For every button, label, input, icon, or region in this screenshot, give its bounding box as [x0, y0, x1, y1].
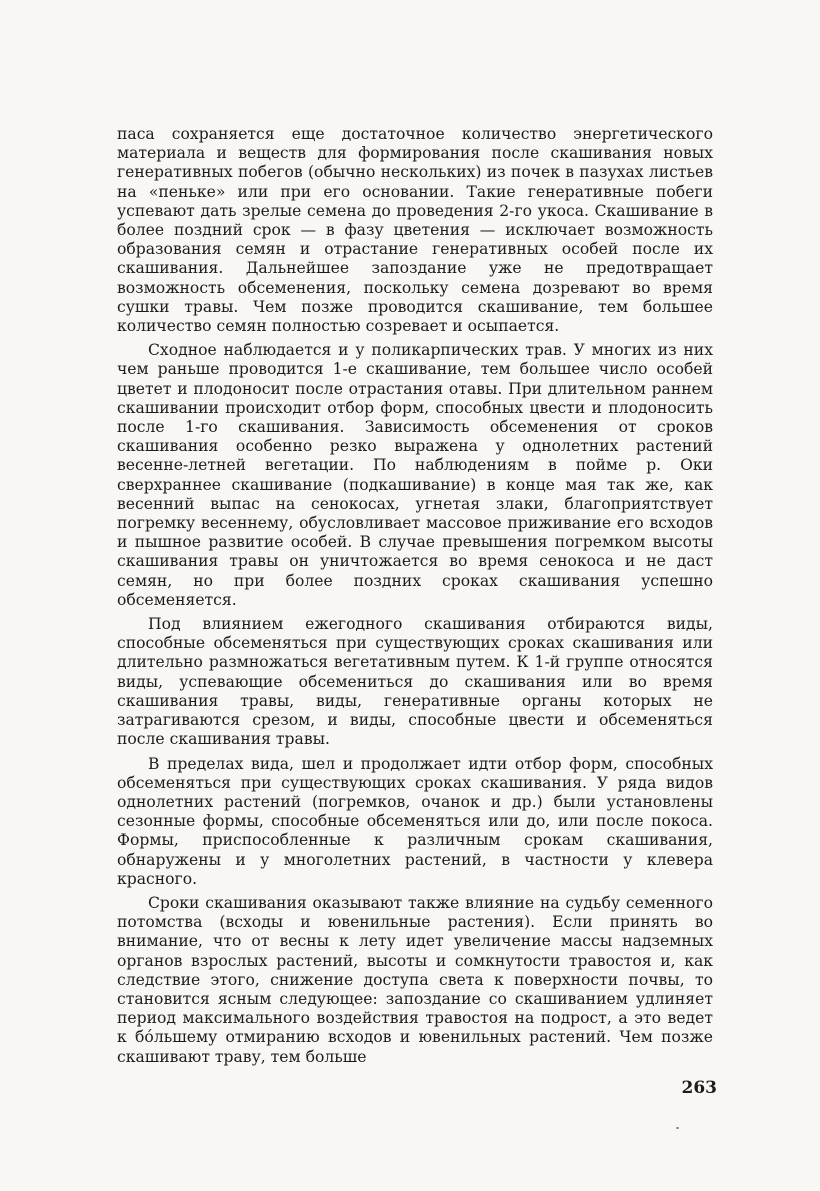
- body-text: [117, 125, 713, 1067]
- paragraph-2: Сходное наблюдается и у поликарпических трав. У многих из них чем раньше проводится 1-е скашивание, тем большее число особей цветет и плодоносит после отрастания отавы. При длительном раннем скашивании происходит отбор форм, способных цвести и плодоносить после 1-го скашивания. Зависимость обсеменения от сроков скашивания особенно резко выражена у однолетних растений весенне-летней вегетации. По наблюдениям в пойме р. Оки сверхраннее скашивание (подкашивание) в конце мая так же, как весенний выпас на сенокосах, угнетая злаки, благоприятствует погремку весеннему, обусловливает массовое приживание его всходов и пышное развитие особей. В случае превышения погремком высоты скашивания травы он уничтожается во время сенокоса и не даст семян, но при более поздних сроках скашивания успешно обсеменяется.: [117, 341, 713, 609]
- paragraph-1: паса сохраняется еще достаточное количество энергетического материала и веществ для формирования после скашивания новых генеративных побегов (обычно нескольких) из почек в пазухах листьев на «пеньке» или при его основании. Такие генеративные побеги успевают дать зрелые семена до проведения 2-го укоса. Скашивание в более поздний срок — в фазу цветения — исключает возможность образования семян и отрастание генеративных особей после их скашивания. Дальнейшее запоздание уже не предотвращает возможность обсеменения, поскольку семена дозревают во время сушки травы. Чем позже проводится скашивание, тем большее количество семян полностью созревает и осыпается.: [117, 125, 713, 336]
- paragraph-4: В пределах вида, шел и продолжает идти отбор форм, способных обсеменяться при существующих сроках скашивания. У ряда видов однолетних растений (погремков, очанок и др.) были установлены сезонные формы, способные обсеменяться или до, или после покоса. Формы, приспособленные к различным срокам скашивания, обнаружены и у многолетних растений, в частности у клевера красного.: [117, 754, 713, 888]
- paragraph-3: Под влиянием ежегодного скашивания отбираются виды, способные обсеменяться при существующих сроках скашивания или длительно размножаться вегетативным путем. К 1-й группе относятся виды, успевающие обсемениться до скашивания или во время скашивания травы, виды, генеративные органы которых не затрагиваются срезом, и виды, способные цвести и обсеменяться после скашивания травы.: [117, 615, 713, 749]
- scan-speck: [676, 1127, 679, 1129]
- paragraph-5: Сроки скашивания оказывают также влияние на судьбу семенного потомства (всходы и ювенильные растения). Если принять во внимание, что от весны к лету идет увеличение массы надземных органов взрослых растений, высоты и сомкнутости травостоя и, как следствие этого, снижение доступа света к поверхности почвы, то становится ясным следующее: запоздание со скашиванием удлиняет период максимального воздействия травостоя на подрост, а это ведет к бóльшему отмиранию всходов и ювенильных растений. Чем позже скашивают траву, тем больше: [117, 893, 713, 1066]
- page-number: 263: [681, 1078, 717, 1098]
